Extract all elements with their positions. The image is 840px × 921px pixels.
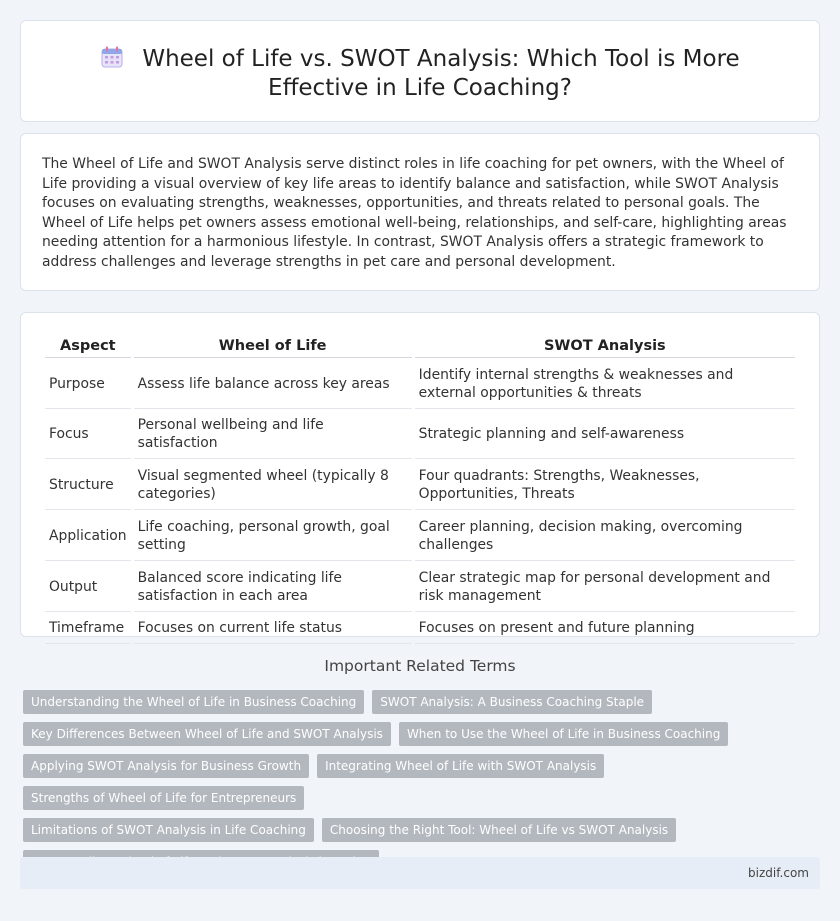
header-aspect: Aspect [45, 335, 131, 358]
related-term-link[interactable]: When to Use the Wheel of Life in Business Coaching [399, 722, 728, 746]
cell-wheel: Personal wellbeing and life satisfaction [134, 409, 412, 459]
cell-aspect: Structure [45, 459, 131, 510]
footer [20, 857, 820, 889]
page-title [21, 45, 819, 103]
cell-wheel: Life coaching, personal growth, goal setting [134, 510, 412, 561]
cell-aspect: Timeframe [45, 612, 131, 644]
cell-wheel: Balanced score indicating life satisfaction in each area [134, 561, 412, 612]
cell-aspect: Purpose [45, 358, 131, 409]
footer-site-link[interactable]: bizdif.com [748, 866, 809, 880]
related-term-link[interactable]: Integrating Wheel of Life with SWOT Analysis [317, 754, 604, 778]
intro-paragraph: The Wheel of Life and SWOT Analysis serve distinct roles in life coaching for pet owners, with the Wheel of Life providing a visual overview of key life areas to identify balance and satisfaction, while SWOT Analysis focuses on evaluating strengths, weaknesses, opportunities, and threats related to personal goals. The Wheel of Life helps pet owners assess emotional well-being, relationships, and self-care, highlighting areas needing attention for a harmonious lifestyle. In contrast, SWOT Analysis offers a strategic framework to address challenges and leverage strengths in pet care and personal development. [42, 156, 787, 270]
cell-wheel: Assess life balance across key areas [134, 358, 412, 409]
cell-swot: Focuses on present and future planning [415, 612, 795, 644]
cell-aspect: Application [45, 510, 131, 561]
cell-wheel: Focuses on current life status [134, 612, 412, 644]
related-term-link[interactable]: SWOT Analysis: A Business Coaching Staple [372, 690, 652, 714]
comparison-table [42, 335, 798, 644]
cell-aspect: Focus [45, 409, 131, 459]
related-term-link[interactable]: Key Differences Between Wheel of Life and SWOT Analysis [23, 722, 391, 746]
related-terms-title: Important Related Terms [324, 657, 516, 675]
table-row [45, 510, 795, 561]
cell-swot: Strategic planning and self-awareness [415, 409, 795, 459]
header-wheel-of-life: Wheel of Life [134, 335, 412, 358]
header-card [20, 20, 820, 122]
cell-swot: Clear strategic map for personal development and risk management [415, 561, 795, 612]
related-term-link[interactable]: Limitations of SWOT Analysis in Life Coaching [23, 818, 314, 842]
table-row [45, 612, 795, 644]
related-terms-list [23, 690, 813, 882]
cell-swot: Career planning, decision making, overcoming challenges [415, 510, 795, 561]
calendar-icon [100, 45, 124, 69]
table-header-row [45, 335, 795, 358]
page-title-text: Wheel of Life vs. SWOT Analysis: Which Tool is More Effective in Life Coaching? [142, 46, 740, 101]
related-term-link[interactable]: Understanding the Wheel of Life in Business Coaching [23, 690, 364, 714]
comparison-table-card [20, 312, 820, 637]
header-swot-analysis: SWOT Analysis [415, 335, 795, 358]
cell-aspect: Output [45, 561, 131, 612]
related-term-link[interactable]: Strengths of Wheel of Life for Entrepreneurs [23, 786, 304, 810]
cell-swot: Identify internal strengths & weaknesses and external opportunities & threats [415, 358, 795, 409]
table-row [45, 358, 795, 409]
cell-swot: Four quadrants: Strengths, Weaknesses, Opportunities, Threats [415, 459, 795, 510]
intro-card [20, 133, 820, 291]
table-row [45, 459, 795, 510]
related-term-link[interactable]: Applying SWOT Analysis for Business Growth [23, 754, 309, 778]
table-row [45, 409, 795, 459]
cell-wheel: Visual segmented wheel (typically 8 categories) [134, 459, 412, 510]
table-row [45, 561, 795, 612]
related-term-link[interactable]: Choosing the Right Tool: Wheel of Life vs SWOT Analysis [322, 818, 676, 842]
